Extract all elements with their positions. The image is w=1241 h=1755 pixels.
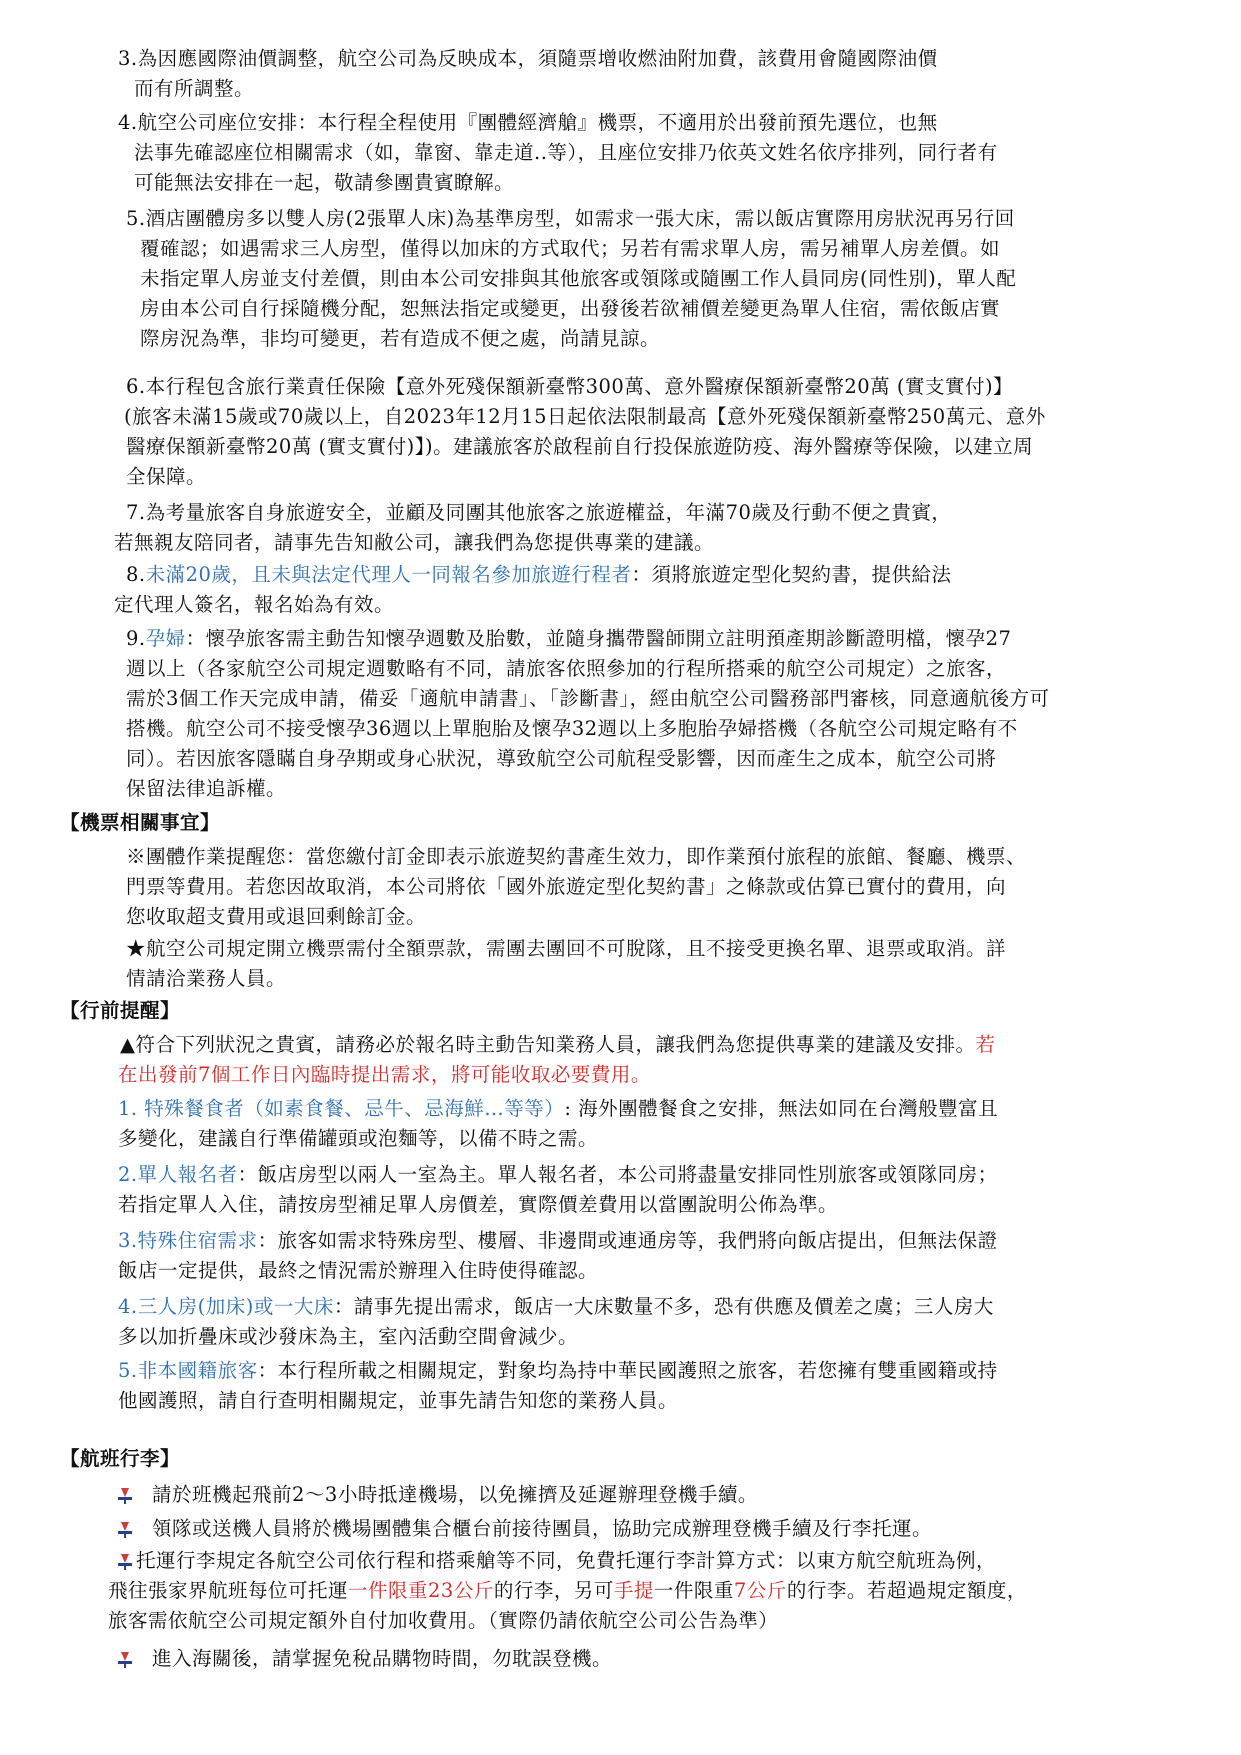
note-5-line-3: 未指定單人房並支付差價，則由本公司安排與其他旅客或領隊或隨團工作人員同房(同性別)，單人配 bbox=[140, 267, 1017, 290]
pretrip-item-3-label: 3.特殊住宿需求 bbox=[118, 1229, 258, 1252]
note-9-line-1 bbox=[126, 624, 1011, 654]
pin-bullet-icon bbox=[118, 1554, 132, 1570]
flight-bullet-4 bbox=[118, 1644, 612, 1674]
pretrip-item-1-line-1 bbox=[118, 1094, 998, 1124]
note-8-highlight: 未滿20歲，且未與法定代理人一同報名參加旅遊行程者 bbox=[145, 563, 632, 586]
note-9-line-2: 週以上（各家航空公司規定週數略有不同，請旅客依照參加的行程所搭乘的航空公司規定）之旅客， bbox=[126, 657, 1007, 680]
note-5-line-4: 房由本公司自行採隨機分配，恕無法指定或變更，出發後若欲補價差變更為單人住宿，需依飯店實 bbox=[140, 297, 1001, 320]
note-4-line-1: 4.航空公司座位安排：本行程全程使用『團體經濟艙』機票，不適用於出發前預先選位，也無 bbox=[118, 111, 938, 134]
pretrip-item-2-label: 2.單人報名者 bbox=[118, 1163, 238, 1186]
baggage-carryon-label: 手提 bbox=[613, 1579, 654, 1602]
pretrip-item-1-rest: : 海外團體餐食之安排，無法如同在台灣般豐富且 bbox=[564, 1097, 999, 1120]
note-6-line-4: 全保障。 bbox=[126, 465, 207, 488]
note-5-line-5: 際房況為準，非均可變更，若有造成不便之處，尚請見諒。 bbox=[140, 327, 661, 350]
pin-bullet-icon bbox=[118, 1488, 132, 1504]
note-3-line-1: 3.為因應國際油價調整，航空公司為反映成本，須隨票增收燃油附加費，該費用會隨國際油價 bbox=[118, 47, 938, 70]
pretrip-item-2-line-2: 若指定單人入住，請按房型補足單人房價差，實際價差費用以當團說明公佈為準。 bbox=[118, 1193, 839, 1216]
pretrip-intro-red-start: 若 bbox=[975, 1033, 996, 1056]
flight-bullet-3-line-2 bbox=[108, 1576, 1027, 1606]
note-9-rest: ：懷孕旅客需主動告知懷孕週數及胎數，並隨身攜帶醫師開立註明預產期診斷證明檔，懷孕27 bbox=[185, 627, 1012, 650]
pretrip-item-3-line-2: 飯店一定提供，最終之情況需於辦理入住時使得確認。 bbox=[118, 1259, 599, 1282]
note-8-number: 8. bbox=[126, 563, 146, 586]
note-9-line-4: 搭機。航空公司不接受懷孕36週以上單胞胎及懷孕32週以上多胞胎孕婦搭機（各航空公司規定略有不 bbox=[126, 717, 1018, 740]
pretrip-item-5-label: 5.非本國籍旅客 bbox=[118, 1359, 258, 1382]
pretrip-item-2-line-1 bbox=[118, 1160, 998, 1190]
pretrip-section-title: 【行前提醒】 bbox=[60, 999, 181, 1022]
flight-bullet-3-text: 托運行李規定各航空公司依行程和搭乘艙等不同，免費托運行李計算方式：以東方航空航班為例， bbox=[136, 1549, 997, 1572]
pretrip-item-4-line-1 bbox=[118, 1292, 994, 1322]
pretrip-intro-line-1 bbox=[120, 1030, 996, 1060]
pretrip-item-5-line-2: 他國護照，請自行查明相關規定，並事先請告知您的業務人員。 bbox=[118, 1389, 679, 1412]
baggage-text-b: 的行李，另可 bbox=[493, 1579, 614, 1602]
pretrip-item-1-line-2: 多變化，建議自行準備罐頭或泡麵等，以備不時之需。 bbox=[118, 1127, 599, 1150]
flight-bullet-1-text: 請於班機起飛前2～3小時抵達機場，以免擁擠及延遲辦理登機手續。 bbox=[152, 1483, 758, 1506]
ticket-line-1: ※團體作業提醒您：當您繳付訂金即表示旅遊契約書產生效力，即作業預付旅程的旅館、餐廳、機票、 bbox=[126, 845, 1027, 868]
note-5-line-2: 覆確認；如遇需求三人房型，僅得以加床的方式取代；另若有需求單人房，需另補單人房差價。如 bbox=[140, 237, 1001, 260]
baggage-text-c: 一件限重 bbox=[653, 1579, 734, 1602]
pretrip-item-4-rest: ：請事先提出需求，飯店一大床數量不多，恐有供應及價差之虞；三人房大 bbox=[333, 1295, 994, 1318]
note-8-line-1 bbox=[126, 560, 951, 590]
note-7-line-2: 若無親友陪同者，請事先告知敝公司，讓我們為您提供專業的建議。 bbox=[114, 531, 715, 554]
baggage-text-d: 的行李。若超過規定額度， bbox=[786, 1579, 1027, 1602]
note-5-line-1: 5.酒店團體房多以雙人房(2張單人床)為基準房型，如需求一張大床，需以飯店實際用房狀況再另行回 bbox=[126, 207, 1015, 230]
flight-bullet-3-line-3: 旅客需依航空公司規定額外自付加收費用。（實際仍請依航空公司公告為準） bbox=[108, 1609, 779, 1632]
note-9-line-5: 同）。若因旅客隱瞞自身孕期或身心狀況，導致航空公司航程受影響，因而產生之成本，航空公司將 bbox=[126, 747, 997, 770]
ticket-line-3: 您收取超支費用或退回剩餘訂金。 bbox=[126, 905, 427, 928]
ticket-line-2: 門票等費用。若您因故取消，本公司將依「國外旅遊定型化契約書」之條款或估算已實付的費用，向 bbox=[126, 875, 1007, 898]
flight-bullet-1 bbox=[118, 1480, 758, 1510]
note-3-line-2: 而有所調整。 bbox=[134, 77, 255, 100]
baggage-checked-limit: 一件限重23公斤 bbox=[348, 1579, 494, 1602]
ticket-line-4: ★航空公司規定開立機票需付全額票款，需團去團回不可脫隊，且不接受更換名單、退票或取消。詳 bbox=[126, 937, 1007, 960]
pin-bullet-icon bbox=[118, 1522, 132, 1538]
flight-bullet-4-text: 進入海關後，請掌握免稅品購物時間，勿耽誤登機。 bbox=[152, 1647, 613, 1670]
note-8-line-2: 定代理人簽名，報名始為有效。 bbox=[114, 593, 395, 616]
pin-bullet-icon bbox=[118, 1652, 132, 1668]
pretrip-intro-line-2: 在出發前7個工作日內臨時提出需求，將可能收取必要費用。 bbox=[118, 1063, 651, 1086]
pretrip-item-5-line-1 bbox=[118, 1356, 998, 1386]
ticket-line-5: 情請洽業務人員。 bbox=[126, 967, 287, 990]
pretrip-item-3-rest: ：旅客如需求特殊房型、樓層、非邊間或連通房等，我們將向飯店提出，但無法保證 bbox=[257, 1229, 998, 1252]
note-9-line-3: 需於3個工作天完成申請，備妥「適航申請書」、「診斷書」，經由航空公司醫務部門審核，同意適航後方可 bbox=[126, 687, 1050, 710]
pretrip-item-4-label: 4.三人房(加床)或一大床 bbox=[118, 1295, 334, 1318]
pretrip-item-2-rest: ：飯店房型以兩人一室為主。單人報名者，本公司將盡量安排同性別旅客或領隊同房； bbox=[237, 1163, 998, 1186]
note-9-line-6: 保留法律追訴權。 bbox=[126, 777, 287, 800]
note-6-line-2: (旅客未滿15歲或70歲以上，自2023年12月15日起依法限制最高【意外死殘保額新臺幣250萬元、意外 bbox=[124, 405, 1046, 428]
note-9-highlight: 孕婦 bbox=[145, 627, 186, 650]
flight-bullet-2-text: 領隊或送機人員將於機場團體集合櫃台前接待團員，協助完成辦理登機手續及行李托運。 bbox=[152, 1517, 933, 1540]
ticket-section-title: 【機票相關事宜】 bbox=[60, 811, 221, 834]
flight-bullet-2 bbox=[118, 1514, 932, 1544]
baggage-carryon-limit: 7公斤 bbox=[733, 1579, 787, 1602]
pretrip-intro-text: ▲符合下列狀況之貴賓，請務必於報名時主動告知業務人員，讓我們為您提供專業的建議及安排。 bbox=[120, 1033, 976, 1056]
flight-bullet-3-line-1 bbox=[118, 1546, 996, 1576]
flight-section-title: 【航班行李】 bbox=[60, 1447, 181, 1470]
pretrip-item-4-line-2: 多以加折疊床或沙發床為主，室內活動空間會減少。 bbox=[118, 1325, 579, 1348]
pretrip-item-5-rest: ：本行程所載之相關規定，對象均為持中華民國護照之旅客，若您擁有雙重國籍或持 bbox=[257, 1359, 998, 1382]
note-4-line-3: 可能無法安排在一起，敬請參團貴賓瞭解。 bbox=[134, 171, 515, 194]
note-6-line-1: 6.本行程包含旅行業責任保險【意外死殘保額新臺幣300萬、意外醫療保額新臺幣20萬 (實支實付)】 bbox=[126, 375, 1014, 398]
note-7-line-1: 7.為考量旅客自身旅遊安全，並顧及同團其他旅客之旅遊權益，年滿70歲及行動不便之貴賓， bbox=[126, 501, 952, 524]
note-4-line-2: 法事先確認座位相關需求（如，靠窗、靠走道..等），且座位安排乃依英文姓名依序排列，同行者有 bbox=[134, 141, 998, 164]
baggage-text-a: 飛往張家界航班每位可托運 bbox=[108, 1579, 349, 1602]
note-9-number: 9. bbox=[126, 627, 146, 650]
pretrip-item-1-label: 1. 特殊餐食者（如素食餐、忌牛、忌海鮮…等等） bbox=[118, 1097, 565, 1120]
pretrip-item-3-line-1 bbox=[118, 1226, 998, 1256]
note-6-line-3: 醫療保額新臺幣20萬 (實支實付)】)。建議旅客於啟程前自行投保旅遊防疫、海外醫療等保險，以建立周 bbox=[126, 435, 1034, 458]
note-8-rest: ：須將旅遊定型化契約書，提供給法 bbox=[631, 563, 952, 586]
